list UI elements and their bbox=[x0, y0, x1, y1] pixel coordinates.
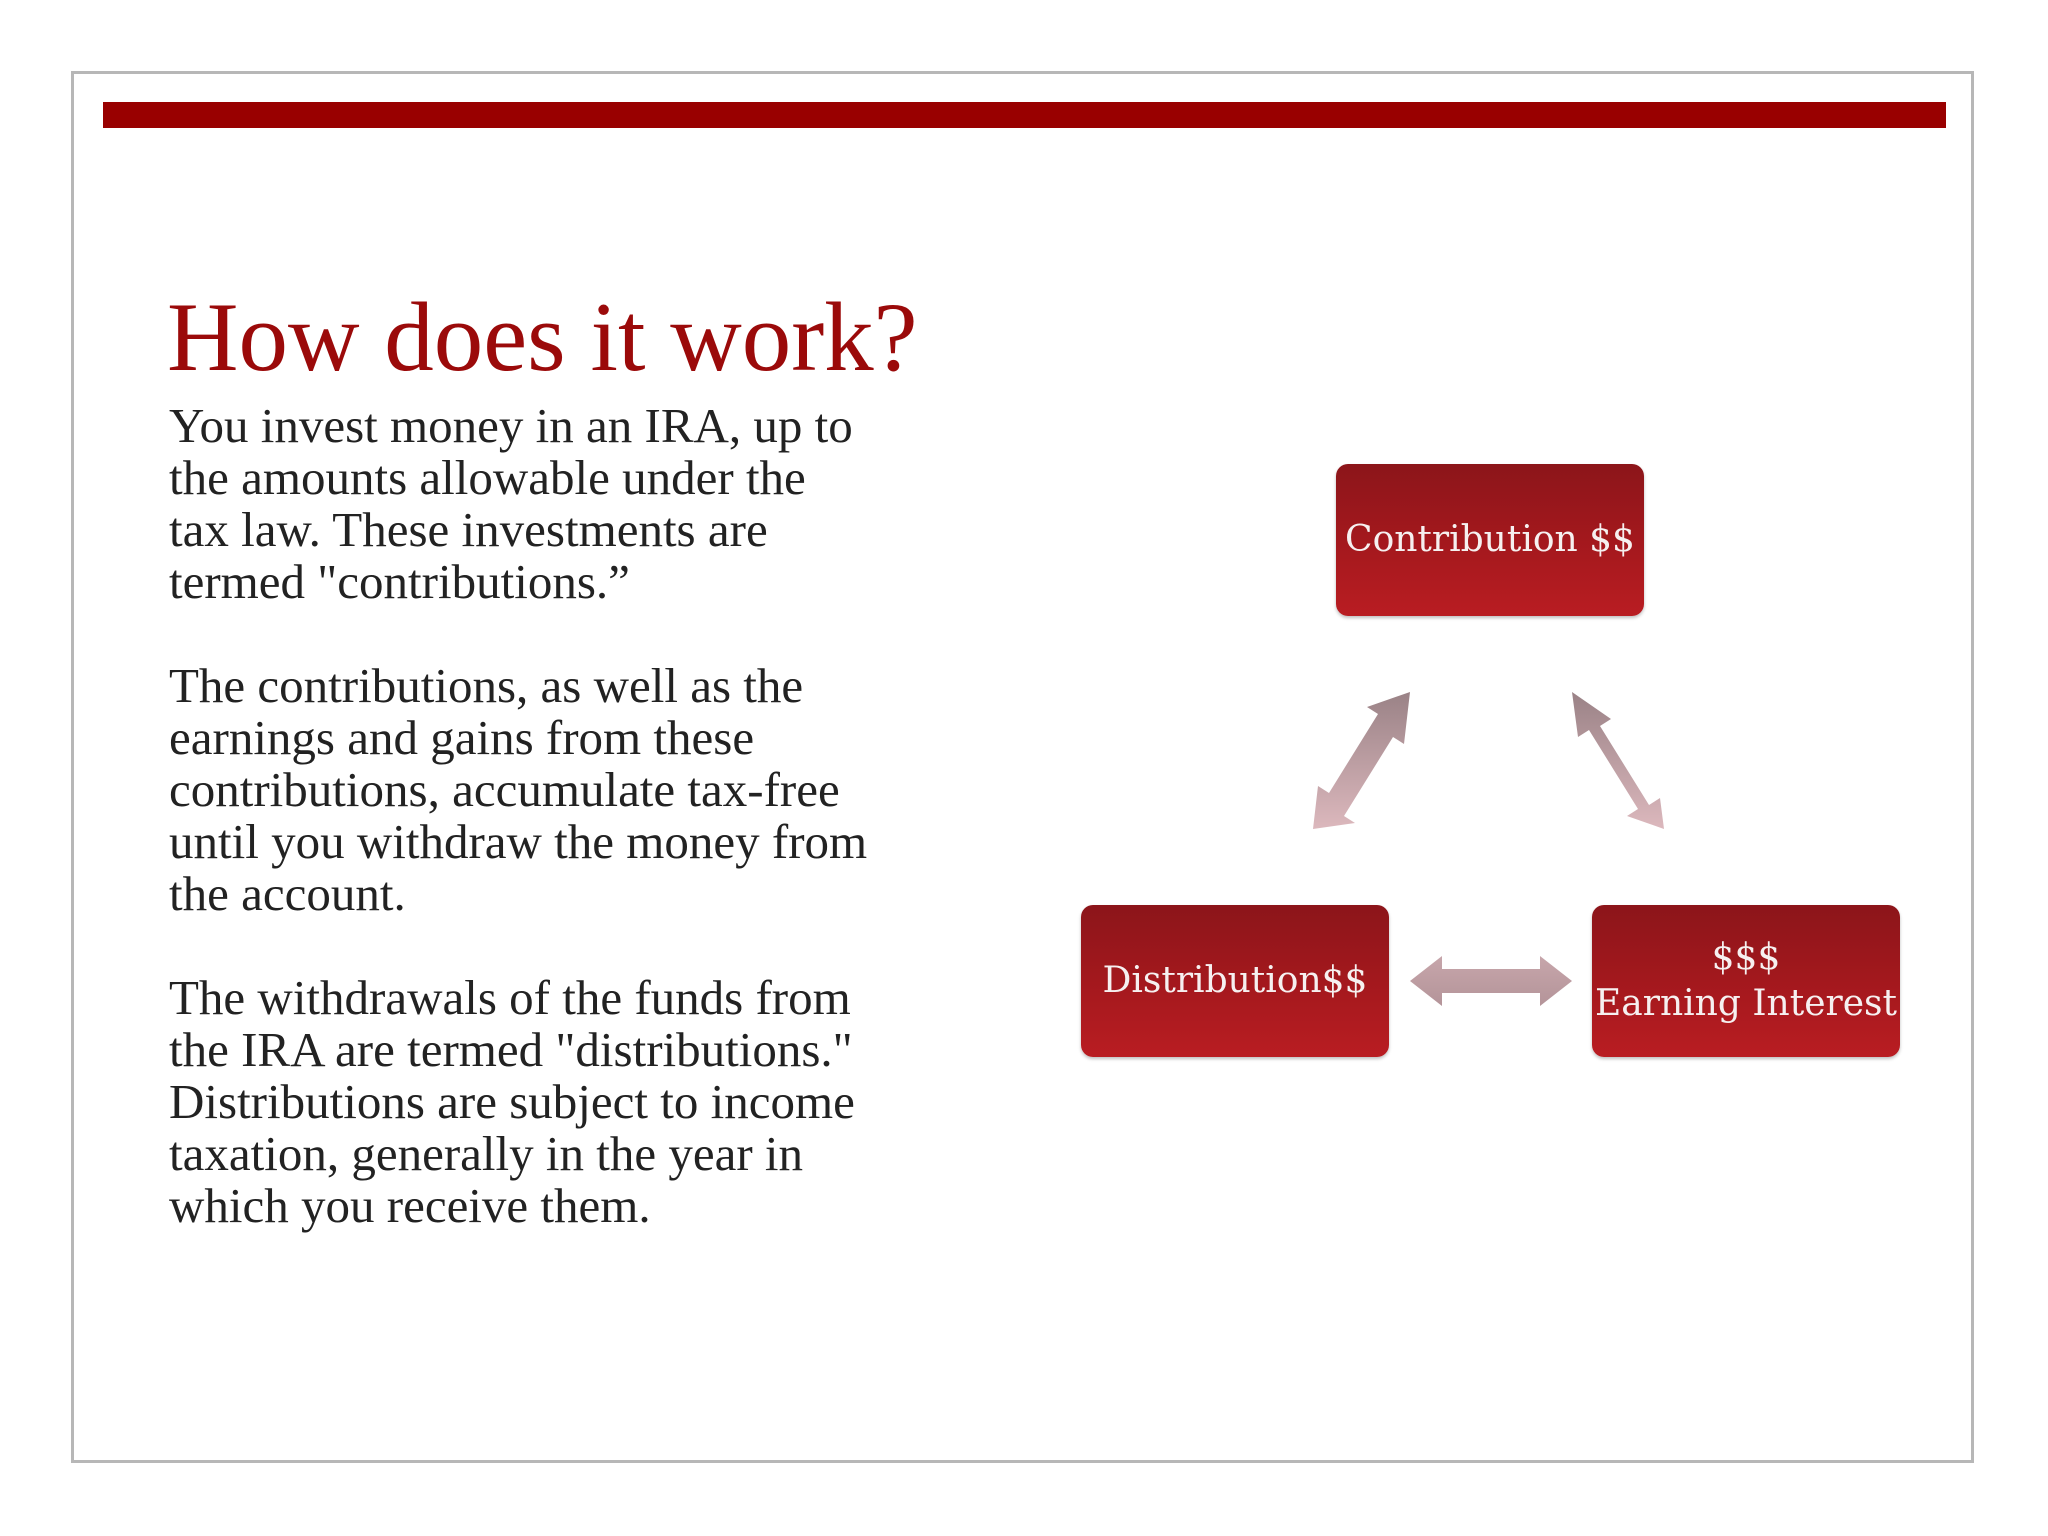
double-arrow-distribution-earning bbox=[1410, 956, 1572, 1006]
slide-title: How does it work? bbox=[167, 283, 918, 392]
text-line: contributions, accumulate tax-free bbox=[169, 762, 840, 817]
distribution-node bbox=[1081, 905, 1389, 1057]
contribution-node bbox=[1336, 464, 1644, 616]
text-line: until you withdraw the money from bbox=[169, 814, 868, 869]
text-line: Distributions are subject to income bbox=[169, 1074, 855, 1129]
double-arrow-distribution-contribution bbox=[1313, 692, 1410, 829]
text-line: termed "contributions.” bbox=[169, 554, 630, 609]
text-line: You invest money in an IRA, up to bbox=[169, 398, 853, 453]
text-line: which you receive them. bbox=[169, 1178, 651, 1233]
distribution-label: Distribution$$ bbox=[1102, 960, 1368, 1001]
earning-interest-label: Earning Interest bbox=[1595, 983, 1897, 1024]
text-line: the amounts allowable under the bbox=[169, 450, 806, 505]
text-line: earnings and gains from these bbox=[169, 710, 755, 765]
earning-dollars-label: $$$ bbox=[1711, 937, 1781, 978]
text-line: the IRA are termed "distributions." bbox=[169, 1022, 853, 1077]
text-line: The contributions, as well as the bbox=[169, 658, 804, 713]
contribution-label: Contribution $$ bbox=[1345, 519, 1635, 560]
text-line: the account. bbox=[169, 866, 406, 921]
text-line: The withdrawals of the funds from bbox=[169, 970, 851, 1025]
earning-interest-node bbox=[1592, 905, 1900, 1057]
text-line: tax law. These investments are bbox=[169, 502, 768, 557]
text-line: taxation, generally in the year in bbox=[169, 1126, 804, 1181]
double-arrow-contribution-earning bbox=[1572, 692, 1664, 829]
